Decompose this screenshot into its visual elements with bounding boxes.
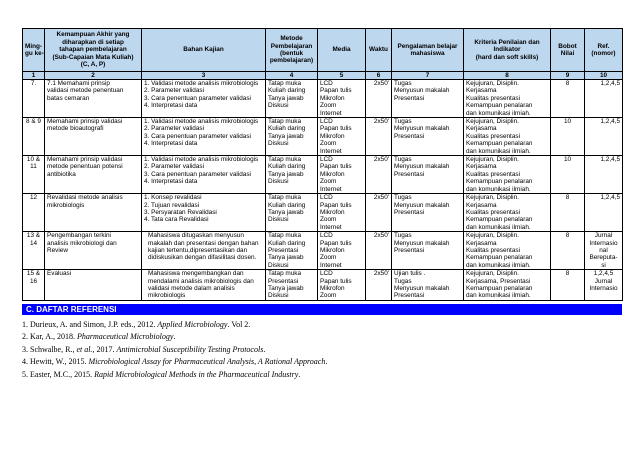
cell-line: Pengembangan terkini	[47, 232, 111, 240]
cell-line: 4. Interpretasi data	[144, 178, 198, 186]
table-row	[23, 194, 623, 232]
cell-line: Mikrofon	[320, 170, 345, 178]
experience-cell	[392, 194, 464, 232]
cell-line: Kuliah daring	[268, 125, 306, 133]
reference-item: 3. Schwalbe, R., et al., 2017. Antimicrobial Susceptibility Testing Protocols.	[22, 344, 266, 354]
week-cell	[23, 194, 45, 232]
weight-cell: 10	[551, 118, 585, 156]
cell-line: dan komunikasi ilmiah.	[466, 147, 531, 155]
cell-line: (nomor)	[591, 50, 616, 57]
cell-line: LCD	[320, 232, 333, 240]
cell-line: Presentasi	[394, 246, 425, 254]
cell-line: 16	[29, 277, 38, 285]
cell-line: Kejujuran, Disiplin.	[466, 194, 519, 202]
week-cell	[23, 232, 45, 270]
week-cell	[23, 80, 45, 118]
cell-line: Kemampuan penalaran	[466, 216, 533, 224]
time-cell: 2x50'	[366, 232, 392, 270]
cell-line: Kerjasama, Presentasi	[466, 277, 531, 285]
column-number: 10	[585, 72, 623, 80]
topics-cell	[142, 118, 266, 156]
column-number: 1	[23, 72, 45, 80]
cell-line: 3. Persyaratan Revalidasi	[144, 208, 217, 216]
cell-line: mahasiswa	[410, 50, 445, 57]
cell-line: Kejujuran, Disiplin.	[466, 118, 519, 126]
cell-line: Tanya jawab	[268, 254, 304, 262]
references-list	[22, 319, 622, 382]
cell-line: Internasio	[589, 239, 618, 247]
cell-line: Tanya jawab	[268, 132, 304, 140]
cell-line: 2. Parameter validasi	[144, 125, 205, 133]
cell-line: Zoom	[320, 178, 337, 186]
reference-item: 2. Kar, A., 2018. Pharmaceutical Microbiology.	[22, 332, 176, 342]
cell-line: 4. Tata cara Revalidasi	[144, 216, 209, 224]
cell-line: Internet	[320, 223, 342, 231]
cell-line: 12	[29, 194, 38, 202]
cell-line: Diskusi	[268, 140, 289, 148]
time-cell: 2x50'	[366, 194, 392, 232]
cell-line: si	[601, 261, 606, 269]
table-row	[23, 270, 623, 301]
cell-line: Presentasi	[394, 170, 425, 178]
cell-line: Papan tulis	[320, 277, 352, 285]
cell-line: Internet	[320, 261, 342, 269]
column-number-row	[23, 72, 623, 80]
cell-line: Kerjasama	[466, 201, 497, 209]
cell-line: 13 &	[26, 232, 41, 240]
ability-cell	[45, 194, 142, 232]
cell-line: Kerjasama	[466, 125, 497, 133]
header-ref	[585, 29, 623, 72]
cell-line: Evaluasi	[47, 270, 72, 278]
column-number: 8	[464, 72, 551, 80]
criteria-cell	[464, 270, 551, 301]
week-cell	[23, 118, 45, 156]
cell-line: Indikator	[493, 46, 521, 54]
cell-line: Tugas	[394, 118, 412, 126]
cell-line: 3. Cara penentuan parameter validasi	[144, 132, 251, 140]
cell-line: dan komunikasi ilmiah.	[466, 292, 531, 300]
cell-line: (hard dan soft skills)	[475, 53, 539, 61]
topics-cell	[142, 156, 266, 194]
references-heading: C. DAFTAR REFERENSI	[22, 304, 622, 315]
cell-line: Kuliah daring	[268, 201, 306, 209]
experience-cell	[392, 118, 464, 156]
cell-line: Papan tulis	[320, 239, 352, 247]
cell-line: gu ke-	[25, 50, 44, 57]
cell-line: Presentasi	[268, 246, 299, 254]
topics-cell	[142, 80, 266, 118]
cell-line: Zoom	[320, 254, 337, 262]
cell-line: Zoom	[320, 102, 337, 110]
cell-line: Kualitas presentasi	[466, 94, 520, 102]
cell-line: Kerjasama	[466, 239, 497, 247]
column-number: 2	[45, 72, 142, 80]
cell-line: 8 & 9	[26, 118, 41, 126]
cell-line: Kemampuan penalaran	[466, 254, 533, 262]
criteria-cell	[464, 232, 551, 270]
cell-line: Kejujuran, Disiplin.	[466, 232, 519, 240]
cell-line: Menyusun makalah	[394, 125, 450, 133]
header-weight	[551, 29, 585, 72]
cell-line: 1,2,4,5	[600, 194, 620, 202]
cell-line: Diskusi	[268, 102, 289, 110]
cell-line: 1. Validasi metode analisis mikrobiologis	[144, 156, 259, 164]
ability-cell	[45, 232, 142, 270]
cell-line: Jurnal	[594, 232, 613, 240]
cell-line: Revalidasi metode analisis	[47, 194, 123, 202]
media-cell	[318, 80, 366, 118]
experience-cell	[392, 270, 464, 301]
cell-line: 1,2,4,5	[600, 156, 620, 164]
cell-line: Nilai	[560, 50, 575, 57]
cell-line: Kemampuan penalaran	[466, 102, 533, 110]
cell-line: Mikrofon	[320, 132, 345, 140]
weight-cell: 8	[551, 232, 585, 270]
cell-line: Diskusi	[268, 216, 289, 224]
cell-line: Kerjasama	[466, 163, 497, 171]
experience-cell	[392, 156, 464, 194]
table-row	[23, 118, 623, 156]
cell-line: Kejujuran, Disiplin.	[466, 80, 519, 87]
cell-line: LCD	[320, 156, 333, 164]
cell-line: 1. Validasi metode analisis mikrobiologis	[144, 80, 259, 87]
weight-cell: 8	[551, 194, 585, 232]
cell-line: Bobot	[558, 42, 577, 50]
header-experience	[392, 29, 464, 72]
cell-line: Ujian tulis .	[394, 270, 426, 278]
cell-line: 1. Validasi metode analisis mikrobiologis	[144, 118, 259, 126]
cell-line: Kualitas presentasi	[466, 246, 520, 254]
cell-line: Tanya jawab	[268, 94, 304, 102]
cell-line: Kemampuan penalaran	[466, 178, 533, 186]
ref-cell	[585, 156, 623, 194]
cell-line: diharapkan di setiap	[62, 38, 124, 46]
ability-cell	[45, 118, 142, 156]
header-ability	[45, 29, 142, 72]
topics-cell	[142, 270, 266, 301]
topics-cell	[142, 194, 266, 232]
media-cell	[318, 270, 366, 301]
cell-line: Menyusun makalah	[394, 284, 450, 292]
cell-line: Papan tulis	[320, 163, 352, 171]
cell-line: Diskusi	[268, 261, 289, 269]
cell-line: kajian tertentu,dipresentasikan dan	[148, 246, 248, 254]
header-topics: Bahan Kajian	[142, 29, 266, 72]
header-media: Media	[318, 29, 366, 72]
cell-line: Kuliah daring	[268, 163, 306, 171]
cell-line: mikrobiologis	[47, 201, 85, 209]
cell-line: dan komunikasi ilmiah.	[466, 185, 531, 193]
cell-line: Tugas	[394, 80, 412, 87]
cell-line: Kejujuran, Disiplin.	[466, 156, 519, 164]
media-cell	[318, 194, 366, 232]
ref-cell	[585, 80, 623, 118]
week-cell	[23, 156, 45, 194]
cell-line: Internasio	[589, 284, 618, 292]
methods-cell	[266, 80, 318, 118]
cell-line: Tatap muka	[268, 80, 302, 87]
cell-line: LCD	[320, 194, 333, 202]
time-cell: 2x50'	[366, 80, 392, 118]
cell-line: didiskusikan dengan difasilitasi dosen.	[148, 254, 257, 262]
column-number: 7	[392, 72, 464, 80]
cell-line: Kriteria Penilaian dan	[474, 38, 540, 46]
ref-cell	[585, 118, 623, 156]
cell-line: antibiotika	[47, 170, 76, 178]
header-criteria	[464, 29, 551, 72]
header-methods	[266, 29, 318, 72]
methods-cell	[266, 156, 318, 194]
cell-line: Tatap muka	[268, 270, 302, 278]
cell-line: Zoom	[320, 216, 337, 224]
cell-line: Presentasi	[268, 277, 299, 285]
cell-line: Tatap muka	[268, 232, 302, 240]
cell-line: Mikrofon	[320, 94, 345, 102]
cell-line: Kuliah daring	[268, 87, 306, 95]
cell-line: 1,2,4,5	[600, 80, 620, 87]
cell-line: validasi metode dalam analisis	[148, 284, 235, 292]
cell-line: 4. Interpretasi data	[144, 102, 198, 110]
cell-line: Kemampuan Akhir yang	[56, 31, 130, 39]
cell-line: (Sub-Capaian Mata Kuliah)	[52, 53, 134, 61]
cell-line: LCD	[320, 118, 333, 126]
cell-line: Tugas	[394, 156, 412, 164]
cell-line: validasi metode penentuan	[47, 87, 124, 95]
cell-line: Menyusun makalah	[394, 201, 450, 209]
cell-line: makalah dan presentasi dengan bahan	[148, 239, 259, 247]
ability-cell	[45, 270, 142, 301]
cell-line: Kerjasama	[466, 87, 497, 95]
cell-line: Papan tulis	[320, 201, 352, 209]
cell-line: 15 &	[26, 270, 41, 278]
cell-line: Memahami prinsip validasi	[47, 156, 123, 164]
cell-line: analisis mikrobiologi dan	[47, 239, 117, 247]
reference-item: 4. Hewitt, W., 2015. Microbiological Assay for Pharmaceutical Analysis, A Rational Approach.	[22, 357, 328, 367]
cell-line: Tugas	[394, 277, 412, 285]
cell-line: Tatap muka	[268, 194, 302, 202]
column-number: 5	[318, 72, 366, 80]
table-row	[23, 232, 623, 270]
learning-plan-table	[22, 28, 623, 301]
reference-item: 5. Easter, M.C., 2015. Rapid Microbiological Methods in the Pharmaceutical Industry.	[22, 369, 301, 379]
cell-line: Menyusun makalah	[394, 87, 450, 95]
cell-line: Mikrofon	[320, 284, 345, 292]
cell-line: Review	[47, 246, 68, 254]
weight-cell: 10	[551, 156, 585, 194]
cell-line: LCD	[320, 80, 333, 87]
cell-line: 1,2,4,5	[600, 118, 620, 126]
cell-line: Kejujuran, Disiplin.	[466, 270, 519, 278]
cell-line: Menyusun makalah	[394, 239, 450, 247]
cell-line: 11	[30, 163, 37, 171]
cell-line: Presentasi	[394, 94, 425, 102]
cell-line: nal	[599, 246, 608, 254]
column-number: 9	[551, 72, 585, 80]
cell-line: Tugas	[394, 232, 412, 240]
cell-line: 4. Interpretasi data	[144, 140, 198, 148]
cell-line: Jurnal	[594, 277, 613, 285]
methods-cell	[266, 118, 318, 156]
methods-cell	[266, 194, 318, 232]
criteria-cell	[464, 80, 551, 118]
cell-line: Kemampuan penalaran	[466, 140, 533, 148]
cell-line: Kemampuan penalaran	[466, 284, 533, 292]
ref-cell	[585, 194, 623, 232]
weight-cell: 8	[551, 80, 585, 118]
media-cell	[318, 118, 366, 156]
header-row	[23, 29, 623, 72]
ref-cell	[585, 232, 623, 270]
time-cell: 2x50'	[366, 156, 392, 194]
ability-cell	[45, 156, 142, 194]
cell-line: pembelajaran)	[269, 57, 314, 65]
cell-line: Presentasi	[394, 292, 425, 300]
cell-line: Tatap muka	[268, 156, 302, 164]
reference-item: 1. Durieux, A. and Simon, J.P. eds., 2012. Applied Microbiology. Vol 2.	[22, 319, 251, 329]
cell-line: Pembelajaran	[270, 42, 313, 50]
cell-line: dan komunikasi ilmiah.	[466, 261, 531, 269]
cell-line: Bereputa-	[589, 254, 618, 262]
column-number: 4	[266, 72, 318, 80]
cell-line: Memahami prinsip validasi	[47, 118, 123, 126]
cell-line: Metode	[280, 35, 303, 43]
cell-line: Pengalaman belajar	[397, 42, 458, 50]
cell-line: (C, A, P)	[80, 61, 106, 69]
cell-line: Kuliah daring	[268, 239, 306, 247]
cell-line: Presentasi	[394, 132, 425, 140]
time-cell: 2x50'	[366, 118, 392, 156]
table-row	[23, 156, 623, 194]
cell-line: 7.	[30, 80, 37, 87]
header-week	[23, 29, 45, 72]
cell-line: 2. Tujuan revalidasi	[144, 201, 200, 209]
cell-line: Ref.	[597, 42, 610, 50]
methods-cell	[266, 270, 318, 301]
cell-line: Zoom	[320, 292, 337, 300]
methods-cell	[266, 232, 318, 270]
cell-line: Diskusi	[268, 292, 289, 300]
table-row	[23, 80, 623, 118]
cell-line: Tatap muka	[268, 118, 302, 126]
media-cell	[318, 232, 366, 270]
column-number: 3	[142, 72, 266, 80]
cell-line: metode penentuan potensi	[47, 163, 123, 171]
cell-line: (bentuk	[279, 50, 304, 57]
column-number: 6	[366, 72, 392, 80]
cell-line: Diskusi	[268, 178, 289, 186]
ability-cell	[45, 80, 142, 118]
cell-line: Ming-	[25, 42, 43, 50]
cell-line: dan komunikasi ilmiah.	[466, 223, 531, 231]
cell-line: 3. Cara penentuan parameter validasi	[144, 94, 251, 102]
cell-line: Kualitas presentasi	[466, 208, 520, 216]
experience-cell	[392, 232, 464, 270]
cell-line: Internet	[320, 147, 342, 155]
cell-line: Internet	[320, 185, 342, 193]
cell-line: Papan tulis	[320, 87, 352, 95]
cell-line: Tanya jawab	[268, 208, 304, 216]
cell-line: 2. Parameter validasi	[144, 163, 205, 171]
cell-line: mikrobiologis	[148, 292, 186, 300]
cell-line: Mikrofon	[320, 208, 345, 216]
experience-cell	[392, 80, 464, 118]
media-cell	[318, 156, 366, 194]
cell-line: 2. Parameter validasi	[144, 87, 205, 95]
cell-line: Tanya jawab	[268, 170, 304, 178]
topics-cell	[142, 232, 266, 270]
cell-line: Tanya jawab	[268, 284, 304, 292]
cell-line: Presentasi	[394, 208, 425, 216]
cell-line: 14	[29, 239, 38, 247]
cell-line: 1. Konsep revalidasi	[144, 194, 202, 202]
cell-line: Papan tulis	[320, 125, 352, 133]
cell-line: metode bioautografi	[47, 125, 104, 133]
cell-line: Internet	[320, 109, 342, 117]
cell-line: tahapan pembelajaran	[59, 46, 127, 54]
cell-line: Mahasiswa mengembangkan dan	[148, 270, 244, 278]
cell-line: Kualitas presentasi	[466, 170, 520, 178]
cell-line: 1,2,4,5	[593, 270, 614, 278]
weight-cell: 8	[551, 270, 585, 301]
cell-line: LCD	[320, 270, 333, 278]
cell-line: Mahasiswa ditugaskan menyusun	[148, 232, 244, 240]
cell-line: Kualitas presentasi	[466, 132, 520, 140]
cell-line: 7.1 Memahami prinsip	[47, 80, 110, 87]
cell-line: Zoom	[320, 140, 337, 148]
header-time: Waktu	[366, 29, 392, 72]
rps-page	[22, 28, 622, 381]
criteria-cell	[464, 156, 551, 194]
time-cell: 2x50'	[366, 270, 392, 301]
cell-line: 10 &	[26, 156, 41, 164]
cell-line: Tugas	[394, 194, 412, 202]
week-cell	[23, 270, 45, 301]
criteria-cell	[464, 118, 551, 156]
cell-line: batas cemaran	[47, 94, 90, 102]
cell-line: Menyusun makalah	[394, 163, 450, 171]
cell-line: 3. Cara penentuan parameter validasi	[144, 170, 251, 178]
criteria-cell	[464, 194, 551, 232]
cell-line: Mikrofon	[320, 246, 345, 254]
cell-line: mendalami analisis mikrobiologis dan	[148, 277, 254, 285]
ref-cell	[585, 270, 623, 301]
cell-line: dan komunikasi ilmiah.	[466, 109, 531, 117]
